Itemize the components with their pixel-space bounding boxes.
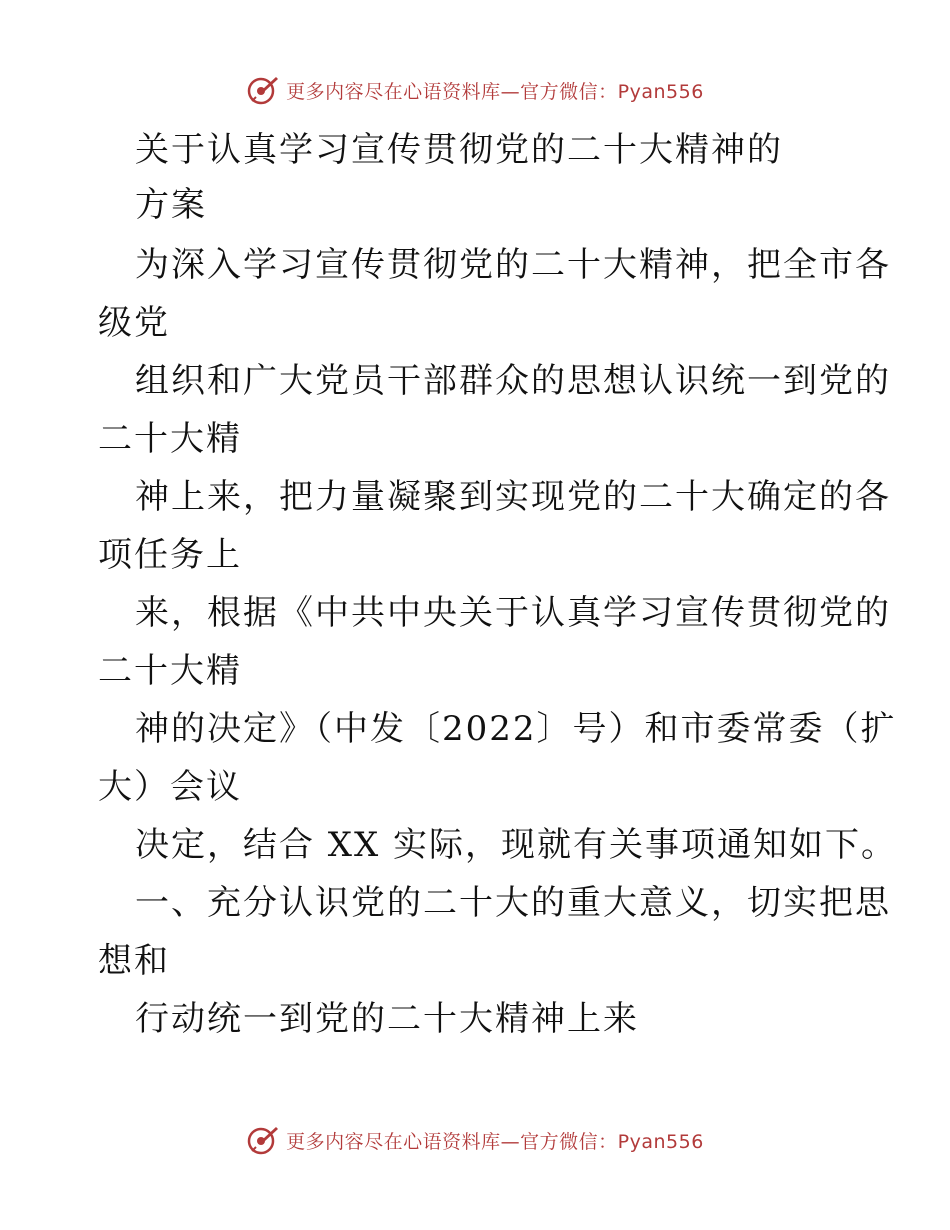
banner-text: 更多内容尽在心语资料库—官方微信：Pyan556 — [286, 80, 704, 103]
doc-section-heading-line: 行动统一到党的二十大精神上来 — [135, 999, 639, 1039]
doc-section-heading-line: 想和 — [98, 941, 170, 981]
doc-paragraph-line: 神上来，把力量凝聚到实现党的二十大确定的各 — [135, 477, 891, 517]
doc-title-line-1: 关于认真学习宣传贯彻党的二十大精神的 — [135, 130, 783, 170]
doc-title-line-2: 方案 — [135, 185, 207, 225]
footer-banner — [0, 1120, 950, 1160]
doc-paragraph-line: 二十大精 — [98, 419, 242, 459]
pen-nib-circle-icon — [246, 1123, 280, 1157]
doc-paragraph-line: 为深入学习宣传贯彻党的二十大精神，把全市各 — [135, 245, 891, 285]
pen-nib-circle-icon — [246, 73, 280, 107]
doc-paragraph-line: 二十大精 — [98, 651, 242, 691]
doc-paragraph-line: 神的决定》（中发〔2022〕号）和市委常委（扩 — [135, 709, 897, 749]
doc-paragraph-line: 来，根据《中共中央关于认真学习宣传贯彻党的 — [135, 593, 891, 633]
banner-text: 更多内容尽在心语资料库—官方微信：Pyan556 — [286, 1130, 704, 1153]
doc-paragraph-line: 决定，结合 XX 实际，现就有关事项通知如下。 — [135, 825, 898, 865]
doc-paragraph-line: 组织和广大党员干部群众的思想认识统一到党的 — [135, 361, 891, 401]
header-banner — [0, 70, 950, 110]
doc-paragraph-line: 大）会议 — [98, 767, 242, 807]
doc-paragraph-line: 级党 — [98, 303, 170, 343]
doc-paragraph-line: 项任务上 — [98, 535, 242, 575]
doc-section-heading-line: 一、充分认识党的二十大的重大意义，切实把思 — [135, 883, 891, 923]
